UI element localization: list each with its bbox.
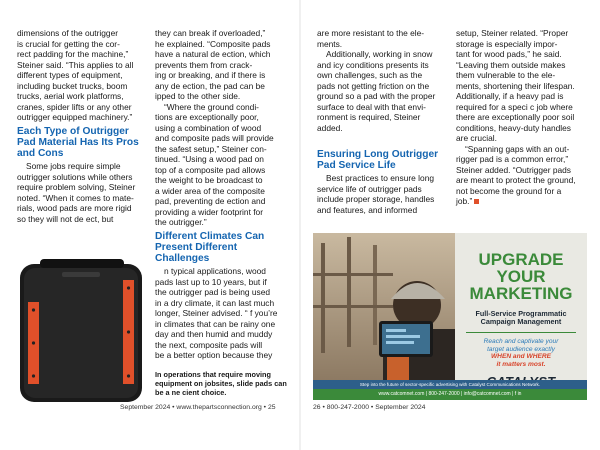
- article-column-3: [317, 28, 451, 215]
- body-paragraph: Some jobs require simple outrigger solutions while others require problem solving, Steiner noted. “When it comes to mate- rials, wood pads are more rigid so they will not de ect, but: [17, 161, 136, 224]
- tablet-screen-line: [386, 335, 420, 338]
- body-paragraph: [456, 144, 588, 207]
- body-paragraph: dimensions of the outrigger is crucial for getting the cor- rect padding for the machine,” Steiner said. “This applies to all different types of equipment, including bucket trucks, boom trucks, aerial work platforms, cranes, spider lifts or any other outrigger equipped machinery.”: [17, 28, 134, 122]
- body-paragraph: Best practices to ensure long service life of outrigger pads include proper storage, handles and features, and informed: [317, 173, 435, 215]
- page-folio-right: 26 • 800-247-2000 • September 2024: [313, 404, 426, 411]
- ad-body-text: [463, 338, 579, 369]
- ad-subheadline: Full-Service Programmatic Campaign Management: [475, 309, 567, 327]
- end-of-article-mark: [474, 199, 479, 204]
- bolt: [127, 330, 130, 333]
- body-paragraph: they can break if overloaded,” he explained. “Composite pads have a natural de ection, which prevents them from crack- ing or breaking, and if there is any de ection, the pad can be ipped to the other side.: [155, 28, 271, 101]
- ad-body-emphasis: WHEN and WHERE it matters most.: [490, 353, 552, 369]
- article-column-2: [155, 28, 295, 361]
- scaffold-pole: [373, 245, 377, 345]
- page-gutter: [299, 0, 301, 450]
- bolt: [32, 374, 35, 377]
- ad-body-lead: Reach and captivate your target audience exactly: [483, 337, 559, 353]
- scaffold-beam: [313, 305, 393, 308]
- bolt: [127, 374, 130, 377]
- scaffold-pole: [347, 237, 351, 347]
- article-column-1: [17, 28, 152, 224]
- body-paragraph: Additionally, working in snow and icy conditions presents its own challenges, such as the pads not getting friction on the ground so a pad with the proper surface to deal with that envi- ronment is required, Steiner added.: [317, 49, 436, 133]
- scaffold-pole: [321, 243, 325, 353]
- body-paragraph: “Where the ground condi- tions are exceptionally poor, using a combination of wood and composite pads will provide the safest setup,” Steiner con- tinued. “Using a wood pad on top of a composite pad allows the weight to be broadcast to a wider area of the composite pad, preventing de ection and providing a wider footprint for the outrigger.”: [155, 101, 274, 227]
- ad-photo-worker-with-tablet: [313, 233, 455, 380]
- ad-tagline-strip: Step into the future of sector-specific advertising with Catalyst Communications Network.: [313, 380, 587, 389]
- closing-paragraph-text: “Spanning gaps with an out- rigger pad is a common error,” Steiner added. “Outrigger pads are meant to protect the ground, not become the ground for a job.”: [456, 143, 576, 206]
- photo-caption: In operations that require moving equipment on jobsites, slide pads can be a ne cient choice.: [155, 370, 287, 397]
- tablet-screen-line: [386, 329, 406, 332]
- pad-surface: [24, 268, 138, 398]
- body-paragraph: setup, Steiner related. “Proper storage is especially impor- tant for wood pads,” he said. “Leaving them outside makes them vulnerable to the ele- ments, shortening their lifespan. Additionally, if a heavy pad is required for a speci c job where there are exceptionally poor soil conditions, heavy-duty handles are crucial.: [456, 28, 575, 143]
- section-heading-materials: Each Type of Outrigger Pad Material Has Its Pros and Cons: [17, 125, 139, 159]
- ad-divider: [466, 332, 576, 333]
- catalyst-advertisement[interactable]: [313, 233, 587, 400]
- bolt: [127, 286, 130, 289]
- pad-handle-grip: [62, 272, 100, 277]
- pad-handle: [40, 259, 124, 268]
- ad-copy-panel: [455, 233, 587, 380]
- bolt: [32, 341, 35, 344]
- ad-headline: UPGRADE YOUR MARKETING: [469, 250, 573, 303]
- section-heading-service-life: Ensuring Long Outrigger Pad Service Life: [317, 149, 439, 172]
- bolt: [32, 308, 35, 311]
- ad-contact-strip[interactable]: www.catcomnet.com | 800-247-2000 | info@catcomnet.com | f in: [313, 389, 587, 400]
- section-heading-climates: Different Climates Can Present Different Challenges: [155, 230, 265, 264]
- page-folio-left: September 2024 • www.thepartsconnection.org • 25: [120, 404, 276, 411]
- body-paragraph: are more resistant to the ele- ments.: [317, 28, 425, 49]
- tablet-screen: [382, 324, 430, 354]
- outrigger-pad-photo: [14, 258, 147, 405]
- scaffold-beam: [313, 273, 393, 276]
- tablet-screen-line: [386, 341, 414, 344]
- body-paragraph: n typical applications, wood pads last up to 10 years, but if the outrigger pad is being used in a dry climate, it can last much longer, Steiner advised. “ f you’re in climates that can be rainy one day and then humid and muddy the next, composite pads will be a better option because they: [155, 266, 278, 361]
- article-column-4: [456, 28, 588, 207]
